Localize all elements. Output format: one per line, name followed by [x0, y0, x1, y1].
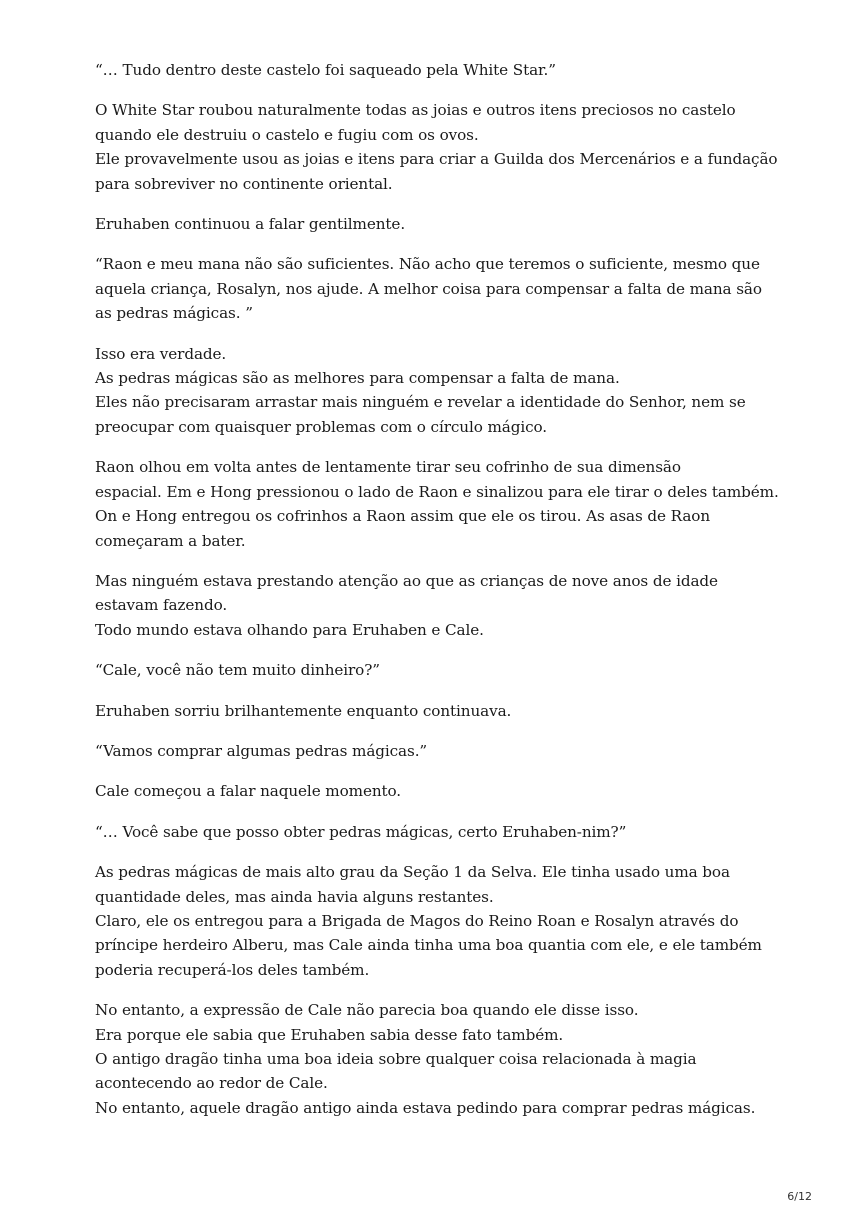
text-line: poderia recuperá-los deles também.: [95, 960, 370, 979]
paragraph-8: [95, 658, 795, 682]
text-line: estavam fazendo.: [95, 596, 228, 615]
paragraph-12: [95, 820, 795, 844]
text-line: Claro, ele os entregou para a Brigada de Magos do Reino Roan e Rosalyn através do: [95, 911, 739, 930]
text-line: No entanto, a expressão de Cale não parecia boa quando ele disse isso.: [95, 1001, 639, 1020]
text-line: quando ele destruiu o castelo e fugiu com os ovos.: [95, 125, 479, 144]
text-line: começaram a bater.: [95, 531, 246, 550]
text-line: espacial. Em e Hong pressionou o lado de Raon e sinalizou para ele tirar o deles também.: [95, 482, 779, 501]
text-line: Eles não precisaram arrastar mais ninguém e revelar a identidade do Senhor, nem se: [95, 393, 746, 412]
text-line: acontecendo ao redor de Cale.: [95, 1074, 328, 1093]
document-body: [95, 58, 795, 1136]
paragraph-6: [95, 455, 795, 553]
text-line: As pedras mágicas de mais alto grau da Seção 1 da Selva. Ele tinha usado uma boa: [95, 863, 730, 882]
text-line: Mas ninguém estava prestando atenção ao que as crianças de nove anos de idade: [95, 571, 718, 590]
paragraph-14: [95, 998, 795, 1120]
text-line: As pedras mágicas são as melhores para compensar a falta de mana.: [95, 369, 620, 388]
text-line: No entanto, aquele dragão antigo ainda estava pedindo para comprar pedras mágicas.: [95, 1098, 756, 1117]
page-number: 6/12: [787, 1190, 812, 1203]
paragraph-9: [95, 699, 795, 723]
paragraph-3: [95, 212, 795, 236]
text-line: O antigo dragão tinha uma boa ideia sobre qualquer coisa relacionada à magia: [95, 1050, 697, 1068]
text-line: aquela criança, Rosalyn, nos ajude. A melhor coisa para compensar a falta de mana são: [95, 279, 762, 298]
text-line: Era porque ele sabia que Eruhaben sabia desse fato também.: [95, 1025, 564, 1044]
text-line: On e Hong entregou os cofrinhos a Raon assim que ele os tirou. As asas de Raon: [95, 507, 711, 526]
text-line: quantidade deles, mas ainda havia alguns restantes.: [95, 887, 494, 906]
text-line: “Vamos comprar algumas pedras mágicas.”: [95, 741, 428, 760]
text-line: príncipe herdeiro Alberu, mas Cale ainda tinha uma boa quantia com ele, e ele também: [95, 936, 762, 955]
text-line: Raon olhou em volta antes de lentamente tirar seu cofrinho de sua dimensão: [95, 458, 681, 477]
paragraph-13: [95, 860, 795, 982]
text-line: Eruhaben sorriu brilhantemente enquanto continuava.: [95, 701, 512, 720]
text-line: “Raon e meu mana não são suficientes. Não acho que teremos o suficiente, mesmo que: [95, 255, 760, 274]
text-line: Eruhaben continuou a falar gentilmente.: [95, 215, 406, 234]
text-line: Cale começou a falar naquele momento.: [95, 782, 402, 801]
paragraph-7: [95, 569, 795, 642]
paragraph-10: [95, 739, 795, 763]
text-line: “… Tudo dentro deste castelo foi saqueado pela White Star.”: [95, 61, 556, 79]
text-line: Isso era verdade.: [95, 344, 227, 363]
text-line: “Cale, você não tem muito dinheiro?”: [95, 661, 380, 680]
paragraph-5: [95, 342, 795, 440]
paragraph-11: [95, 779, 795, 803]
text-line: Ele provavelmente usou as joias e itens para criar a Guilda dos Mercenários e a fundação: [95, 150, 778, 169]
text-line: preocupar com quaisquer problemas com o círculo mágico.: [95, 417, 548, 436]
text-line: O White Star roubou naturalmente todas as joias e outros itens preciosos no castelo: [95, 101, 736, 120]
paragraph-1: [95, 58, 795, 82]
text-line: para sobreviver no continente oriental.: [95, 174, 393, 193]
paragraph-4: [95, 252, 795, 325]
text-line: “… Você sabe que posso obter pedras mágicas, certo Eruhaben-nim?”: [95, 822, 627, 841]
paragraph-2: [95, 98, 795, 196]
text-line: as pedras mágicas. ”: [95, 304, 253, 323]
text-line: Todo mundo estava olhando para Eruhaben e Cale.: [95, 620, 484, 639]
